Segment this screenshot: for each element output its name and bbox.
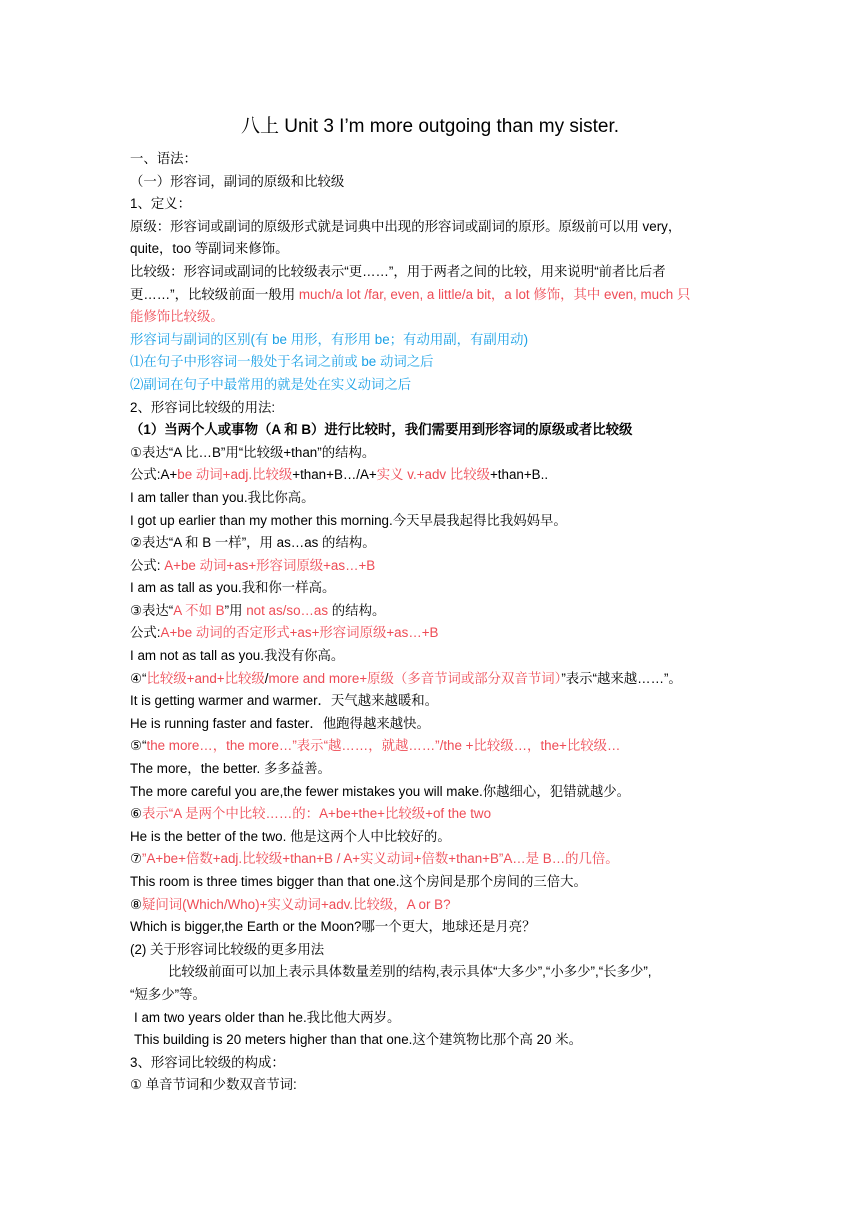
highlight-red: 表示“A 是两个中比较……的：A+be+the+比较级+of the two (142, 806, 492, 822)
text-span: 的结构。 (328, 602, 386, 618)
highlight-red: not as/so…as (246, 602, 329, 618)
formula-line (130, 622, 742, 645)
rule-line (130, 803, 742, 826)
text-span: ⑤“ (130, 738, 147, 754)
example-line: This building is 20 meters higher than that one.这个建筑物比那个高 20 米。 (134, 1032, 583, 1048)
paragraph-line (130, 284, 742, 307)
paragraph-line: “短多少”等。 (130, 986, 206, 1002)
document-title: 八上 Unit 3 I’m more outgoing than my sister. (240, 116, 620, 137)
example-line: I got up earlier than my mother this morning.今天早晨我起得比我妈妈早。 (130, 512, 567, 528)
rule-line: ①表达“A 比…B”用“比较级+than”的结构。 (130, 444, 376, 460)
highlight-red-line: 能修饰比较级。 (130, 309, 224, 325)
paragraph-line: quite，too 等副词来修饰。 (130, 241, 289, 257)
paragraph-line: 比较级前面可以加上表示具体数量差别的结构,表示具体“大多少”,“小多少”,“长多少”, (168, 964, 652, 980)
example-line: It is getting warmer and warmer．天气越来越暖和。 (130, 693, 439, 709)
example-line: I am two years older than he.我比他大两岁。 (134, 1009, 401, 1025)
highlight-red: A+be 动词+as+形容词原级+as…+B (164, 557, 376, 573)
highlight-red: ”A+be+倍数+adj.比较级+than+B / A+实义动词+倍数+than+B”A…是 B…的几倍。 (142, 851, 619, 867)
text-span: ③表达“ (130, 602, 174, 618)
text-span: ”用 (224, 602, 247, 618)
example-line: I am not as tall as you.我没有你高。 (130, 648, 345, 664)
bold-heading: （1）当两个人或事物（A 和 B）进行比较时，我们需要用到形容词的原级或者比较级 (130, 422, 633, 438)
highlight-red: be 动词+adj.比较级 (177, 467, 293, 483)
rule-line (130, 735, 742, 758)
text-span: 公式:A+ (130, 467, 178, 483)
document-body (130, 148, 742, 1097)
highlight-red: much/a lot /far, even, a little/a bit，a lot 修饰，其中 even, much 只 (298, 286, 691, 302)
example-line: I am as tall as you.我和你一样高。 (130, 580, 336, 596)
section-heading: 3、形容词比较级的构成： (130, 1054, 285, 1070)
section-heading: 2、形容词比较级的用法: (130, 399, 276, 415)
highlight-red: 疑问词(Which/Who)+实义动词+adv.比较级，A or B? (142, 896, 451, 912)
text-span: ⑥ (130, 806, 143, 822)
subsection-heading: (2) 关于形容词比较级的更多用法 (130, 941, 325, 957)
rule-line (130, 600, 742, 623)
section-heading-grammar: 一、语法： (130, 151, 197, 166)
text-span: +than+B.. (489, 467, 549, 483)
text-span: 公式: (130, 625, 161, 641)
text-span: 更……”，比较级前面一般用 (130, 286, 299, 302)
formula-line (130, 555, 742, 578)
highlight-red: 比较级+and+比较级 (146, 670, 265, 686)
example-line: The more，the better. 多多益善。 (130, 761, 331, 777)
highlight-blue-line: ⑴在句子中形容词一般处于名词之前或 be 动词之后 (130, 354, 434, 370)
text-span: 公式: (130, 557, 165, 573)
highlight-red: more and more+原级（多音节词或部分双音节词） (268, 670, 562, 686)
highlight-blue-line: 形容词与副词的区别(有 be 用形，有形用 be；有动用副，有副用动) (130, 331, 529, 347)
highlight-red: 实义 v.+adv 比较级 (376, 467, 490, 483)
text-span: ⑦ (130, 851, 143, 867)
highlight-red: A+be 动词的否定形式+as+形容词原级+as…+B (160, 625, 439, 641)
formula-line (130, 464, 742, 487)
rule-line: ②表达“A 和 B 一样”，用 as…as 的结构。 (130, 535, 376, 551)
paragraph-line: 比较级：形容词或副词的比较级表示“更……”，用于两者之间的比较，用来说明“前者比后者 (130, 263, 666, 279)
rule-line: ① 单音节词和少数双音节词: (130, 1077, 297, 1093)
definition-heading: 1、定义： (130, 196, 192, 212)
example-line: He is running faster and faster．他跑得越来越快。 (130, 715, 430, 731)
example-line: Which is bigger,the Earth or the Moon?哪一个更大，地球还是月亮？ (130, 919, 536, 935)
text-span: ”表示“越来越……”。 (561, 670, 682, 686)
paragraph-line: 原级：形容词或副词的原级形式就是词典中出现的形容词或副词的原形。原级前可以用 very， (130, 218, 682, 234)
text-span: ④“ (130, 670, 147, 686)
subsection-heading: （一）形容词，副词的原级和比较级 (130, 173, 345, 189)
text-span: ⑧ (130, 896, 143, 912)
text-span: / (264, 670, 269, 686)
highlight-blue-line: ⑵副词在句子中最常用的就是处在实义动词之后 (130, 376, 412, 392)
rule-line (130, 668, 742, 691)
text-span: +than+B…/A+ (292, 467, 377, 483)
highlight-red: A 不如 B (173, 602, 225, 618)
rule-line (130, 894, 742, 917)
highlight-red: the more…，the more…”表示“越……，就越……”/the +比较级…，the+比较级… (146, 738, 621, 754)
example-line: The more careful you are,the fewer mistakes you will make.你越细心，犯错就越少。 (130, 783, 631, 799)
rule-line (130, 848, 742, 871)
example-line: This room is three times bigger than that one.这个房间是那个房间的三倍大。 (130, 874, 587, 889)
example-line: He is the better of the two. 他是这两个人中比较好的。 (130, 828, 451, 844)
example-line: I am taller than you.我比你高。 (130, 489, 315, 505)
